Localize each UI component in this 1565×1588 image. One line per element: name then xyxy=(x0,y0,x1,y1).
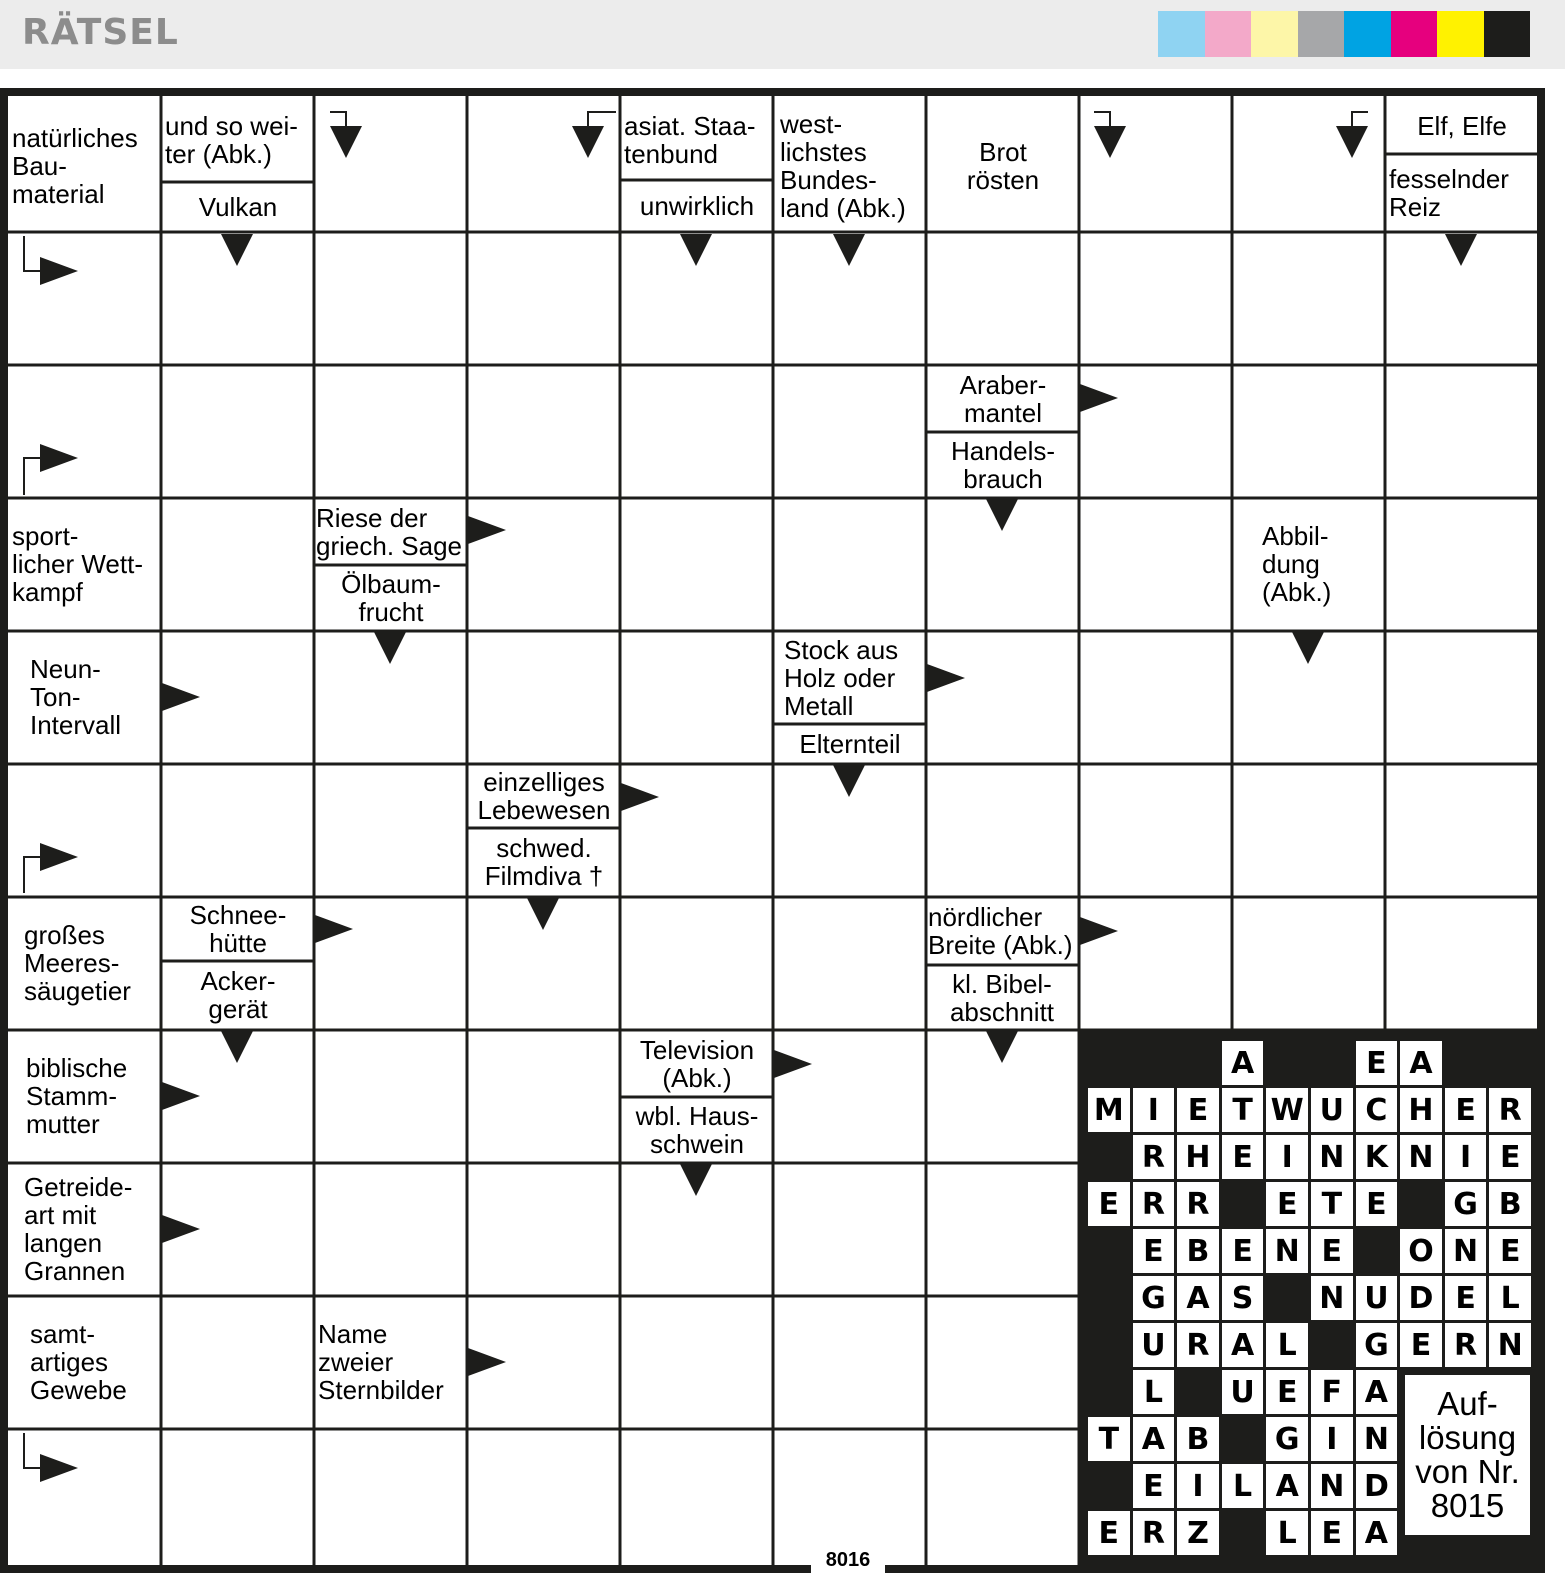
arrow-down-icon xyxy=(680,1164,712,1196)
solution-letter: R xyxy=(1177,1323,1219,1367)
arrow-right-icon xyxy=(162,683,200,711)
solution-letter: E xyxy=(1222,1229,1264,1273)
arrow-right-icon xyxy=(621,783,659,811)
solution-letter: I xyxy=(1311,1417,1353,1461)
arrow-down-icon xyxy=(833,765,865,797)
solution-letter: T xyxy=(1222,1088,1264,1132)
solution-letter: H xyxy=(1400,1088,1442,1132)
clue-cell xyxy=(1389,100,1535,152)
arrow-down-icon xyxy=(221,1031,253,1063)
clue-text: fesselnder Reiz xyxy=(1389,164,1509,222)
clue-text: nördlicher Breite (Abk.) xyxy=(928,902,1073,960)
arrow-down-icon xyxy=(221,234,253,266)
clue-cell xyxy=(24,1165,160,1293)
clue-text: Schnee- hütte xyxy=(189,900,287,958)
clue-text: Television (Abk.) xyxy=(639,1034,755,1093)
solution-letter: N xyxy=(1311,1135,1353,1179)
solution-letter: L xyxy=(1266,1323,1308,1367)
bent-arrow-icon xyxy=(24,857,40,893)
solution-letter: C xyxy=(1356,1088,1398,1132)
arrow-right-icon xyxy=(162,1215,200,1243)
arrow-right-icon xyxy=(40,1454,78,1482)
clue-text: biblische Stamm- mutter xyxy=(26,1053,128,1139)
solution-letter: E xyxy=(1445,1276,1487,1320)
bent-arrow-icon xyxy=(1352,112,1368,126)
clue-cell xyxy=(30,1298,160,1426)
solution-letter: W xyxy=(1266,1088,1308,1132)
clue-cell xyxy=(26,1032,160,1160)
solution-letter: N xyxy=(1489,1323,1531,1367)
clue-text: wbl. Haus- schwein xyxy=(635,1101,759,1159)
solution-letter: E xyxy=(1088,1511,1130,1555)
clue-text: Stock aus Holz oder Metall xyxy=(784,634,899,721)
solution-letter: E xyxy=(1311,1229,1353,1273)
solution-letter: N xyxy=(1400,1135,1442,1179)
arrow-right-icon xyxy=(927,664,965,692)
solution-letter: R xyxy=(1177,1182,1219,1226)
clue-text: Vulkan xyxy=(198,192,278,222)
clue-cell xyxy=(165,963,311,1027)
bent-arrow-icon xyxy=(330,112,346,126)
clue-cell xyxy=(316,567,466,629)
clue-text: Getreide- art mit langen Grannen xyxy=(24,1172,133,1286)
solution-letter: G xyxy=(1445,1182,1487,1226)
arrow-right-icon xyxy=(1080,917,1118,945)
page-title: RÄTSEL xyxy=(22,12,179,53)
solution-letter: A xyxy=(1356,1511,1398,1555)
arrow-down-icon xyxy=(527,898,559,930)
solution-letter: I xyxy=(1133,1088,1175,1132)
solution-letter: T xyxy=(1088,1417,1130,1461)
clue-text: Neun- Ton- Intervall xyxy=(30,654,122,740)
clue-text: Riese der griech. Sage xyxy=(316,503,462,561)
solution-letter: A xyxy=(1177,1276,1219,1320)
clue-text: Name zweier Sternbilder xyxy=(318,1319,444,1405)
clue-cell xyxy=(930,434,1076,496)
bent-arrow-icon xyxy=(24,458,40,495)
clue-text: natürliches Bau- material xyxy=(12,123,138,209)
clue-text: schwed. Filmdiva † xyxy=(484,833,604,891)
solution-letter: E xyxy=(1445,1088,1487,1132)
solution-letter: E xyxy=(1177,1088,1219,1132)
solution-letter: A xyxy=(1133,1417,1175,1461)
solution-letter: E xyxy=(1133,1464,1175,1508)
solution-letter: O xyxy=(1400,1229,1442,1273)
clue-cell xyxy=(12,102,160,230)
clue-cell xyxy=(1389,156,1535,230)
solution-letter: N xyxy=(1445,1229,1487,1273)
clue-text: Ölbaum- frucht xyxy=(341,569,441,627)
solution-letter: L xyxy=(1133,1370,1175,1414)
clue-text: kl. Bibel- abschnitt xyxy=(949,969,1055,1027)
solution-letter: G xyxy=(1356,1323,1398,1367)
arrow-down-icon xyxy=(986,499,1018,531)
solution-letter: U xyxy=(1356,1276,1398,1320)
solution-letter: I xyxy=(1445,1135,1487,1179)
solution-letter: E xyxy=(1222,1135,1264,1179)
solution-letter: L xyxy=(1266,1511,1308,1555)
solution-letter: Z xyxy=(1177,1511,1219,1555)
clue-text: Acker- gerät xyxy=(200,966,276,1024)
clue-cell xyxy=(165,184,311,230)
clue-text: west- lichstes Bundes- land (Abk.) xyxy=(780,109,906,223)
solution-letter: D xyxy=(1356,1464,1398,1508)
solution-letter: S xyxy=(1222,1276,1264,1320)
solution-letter: A xyxy=(1400,1041,1442,1085)
clue-cell xyxy=(784,633,924,722)
arrow-down-icon xyxy=(1336,126,1368,158)
arrow-down-icon xyxy=(1445,234,1477,266)
arrow-right-icon xyxy=(468,1348,506,1376)
arrow-down-icon xyxy=(833,234,865,266)
solution-letter: M xyxy=(1088,1088,1130,1132)
bent-arrow-icon xyxy=(1094,112,1110,126)
clue-text: Handels- brauch xyxy=(950,436,1056,494)
clue-cell xyxy=(470,766,618,826)
solution-letter: E xyxy=(1400,1323,1442,1367)
solution-letter: E xyxy=(1133,1229,1175,1273)
clue-cell xyxy=(30,633,160,761)
clue-cell xyxy=(470,830,618,894)
clue-cell xyxy=(930,368,1076,430)
arrow-down-icon xyxy=(572,126,604,158)
clue-text: großes Meeres- säugetier xyxy=(24,920,131,1006)
clue-text: asiat. Staa- tenbund xyxy=(624,111,756,169)
solution-letter: N xyxy=(1311,1276,1353,1320)
arrow-right-icon xyxy=(1080,384,1118,412)
clue-cell xyxy=(624,1032,770,1095)
clue-text: Elternteil xyxy=(799,729,901,759)
solution-letter: B xyxy=(1489,1182,1531,1226)
solution-letter: E xyxy=(1266,1182,1308,1226)
solution-letter: E xyxy=(1356,1182,1398,1226)
solution-letter: L xyxy=(1222,1464,1264,1508)
arrow-down-icon xyxy=(1094,126,1126,158)
clue-cell xyxy=(316,500,466,564)
arrow-down-icon xyxy=(1292,632,1324,664)
solution-letter: U xyxy=(1222,1370,1264,1414)
arrow-right-icon xyxy=(40,444,78,472)
bent-arrow-icon xyxy=(588,112,616,126)
solution-letter: A xyxy=(1266,1464,1308,1508)
solution-letter: F xyxy=(1311,1370,1353,1414)
clue-text: Abbil- dung (Abk.) xyxy=(1262,521,1332,607)
clue-cell xyxy=(12,500,160,628)
clue-text: samt- artiges Gewebe xyxy=(30,1319,127,1405)
clue-text: sport- licher Wett- kampf xyxy=(12,521,143,607)
solution-letter: A xyxy=(1222,1323,1264,1367)
solution-letter: R xyxy=(1445,1323,1487,1367)
bent-arrow-icon xyxy=(24,458,40,495)
solution-letter: B xyxy=(1177,1229,1219,1273)
solution-letter: R xyxy=(1133,1135,1175,1179)
bent-arrow-icon xyxy=(24,236,40,271)
solution-letter: U xyxy=(1133,1323,1175,1367)
arrow-right-icon xyxy=(468,516,506,544)
clue-cell xyxy=(928,899,1078,963)
solution-letter: I xyxy=(1266,1135,1308,1179)
solution-letter: L xyxy=(1489,1276,1531,1320)
clue-text: Brot rösten xyxy=(966,137,1040,195)
arrow-right-icon xyxy=(40,843,78,871)
arrow-right-icon xyxy=(774,1050,812,1078)
clue-cell xyxy=(624,1099,770,1161)
clue-cell xyxy=(928,967,1076,1029)
arrow-down-icon xyxy=(330,126,362,158)
arrow-down-icon xyxy=(986,1031,1018,1063)
clue-text: Elf, Elfe xyxy=(1417,111,1507,141)
solution-letter: R xyxy=(1489,1088,1531,1132)
solution-letter: N xyxy=(1266,1229,1308,1273)
solution-letter: E xyxy=(1356,1041,1398,1085)
clue-cell xyxy=(776,726,924,762)
clue-text: und so wei- ter (Abk.) xyxy=(165,111,298,169)
solution-letter: I xyxy=(1177,1464,1219,1508)
solution-letter: U xyxy=(1311,1088,1353,1132)
solution-letter: N xyxy=(1356,1417,1398,1461)
solution-letter: K xyxy=(1356,1135,1398,1179)
clue-cell xyxy=(624,182,770,230)
bent-arrow-icon xyxy=(24,1433,40,1468)
solution-letter: E xyxy=(1489,1135,1531,1179)
clue-cell xyxy=(1262,500,1382,628)
solution-letter: R xyxy=(1133,1511,1175,1555)
solution-letter: E xyxy=(1311,1511,1353,1555)
solution-letter: H xyxy=(1177,1135,1219,1179)
solution-letter: G xyxy=(1133,1276,1175,1320)
solution-letter: N xyxy=(1311,1464,1353,1508)
solution-letter: D xyxy=(1400,1276,1442,1320)
solution-letter: E xyxy=(1266,1370,1308,1414)
arrow-down-icon xyxy=(374,632,406,664)
clue-cell xyxy=(624,102,770,178)
clue-cell xyxy=(165,899,311,959)
arrow-right-icon xyxy=(40,257,78,285)
clue-cell xyxy=(780,102,920,230)
arrow-right-icon xyxy=(315,915,353,943)
clue-cell xyxy=(165,102,311,178)
arrow-right-icon xyxy=(162,1082,200,1110)
clue-cell xyxy=(930,102,1076,230)
solution-letter: T xyxy=(1311,1182,1353,1226)
clue-text: unwirklich xyxy=(639,191,755,221)
clue-cell xyxy=(318,1298,466,1426)
clue-cell xyxy=(24,899,160,1027)
solution-letter: A xyxy=(1222,1041,1264,1085)
arrow-down-icon xyxy=(680,234,712,266)
puzzle-number: 8016 xyxy=(811,1546,885,1574)
clue-text: Araber- mantel xyxy=(959,370,1047,428)
solution-letter: E xyxy=(1489,1229,1531,1273)
clue-text: einzelliges Lebewesen xyxy=(477,767,611,825)
solution-letter: R xyxy=(1133,1182,1175,1226)
solution-letter: E xyxy=(1088,1182,1130,1226)
solution-caption: Auf- lösung von Nr. 8015 xyxy=(1405,1375,1530,1535)
solution-letter: B xyxy=(1177,1417,1219,1461)
solution-letter: G xyxy=(1266,1417,1308,1461)
solution-letter: A xyxy=(1356,1370,1398,1414)
